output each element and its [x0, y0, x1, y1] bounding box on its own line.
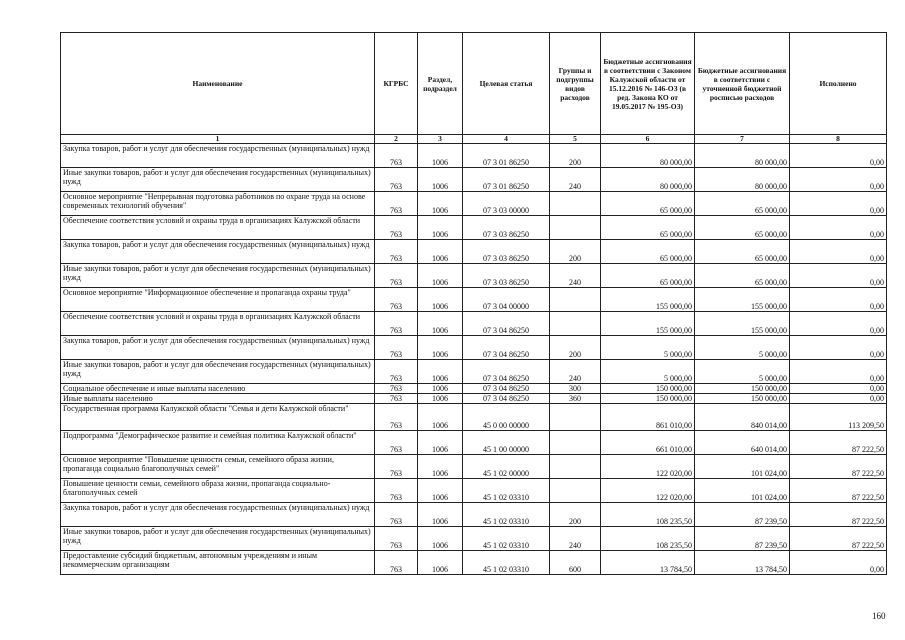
row-assign-refined: 87 239,50: [695, 527, 790, 551]
header-ispolneno: Исполнено: [790, 33, 887, 135]
col-number: 1: [61, 135, 375, 144]
row-target-article: 45 1 02 03310: [463, 503, 550, 527]
row-target-article: 07 3 04 86250: [463, 394, 550, 404]
table-row: [61, 527, 887, 551]
row-executed: 0,00: [790, 264, 887, 288]
row-expense-type: [550, 479, 601, 503]
row-executed: 0,00: [790, 384, 887, 394]
row-assign-refined: 65 000,00: [695, 240, 790, 264]
row-target-article: 07 3 01 86250: [463, 144, 550, 168]
header-name: Наименование: [61, 33, 375, 135]
row-assign-law: 80 000,00: [601, 144, 695, 168]
row-expense-type: [550, 431, 601, 455]
table-row: [61, 360, 887, 384]
row-assign-law: 150 000,00: [601, 384, 695, 394]
row-target-article: 45 0 00 00000: [463, 404, 550, 431]
row-kgrbs: 763: [375, 288, 418, 312]
row-kgrbs: 763: [375, 144, 418, 168]
row-kgrbs: 763: [375, 192, 418, 216]
table-body: [61, 144, 887, 575]
row-name: Иные выплаты населению: [61, 394, 375, 404]
row-kgrbs: 763: [375, 336, 418, 360]
page-number: 160: [872, 611, 886, 621]
row-razdel: 1006: [418, 168, 463, 192]
row-expense-type: [550, 404, 601, 431]
row-assign-refined: 155 000,00: [695, 288, 790, 312]
row-razdel: 1006: [418, 503, 463, 527]
row-assign-law: 108 235,50: [601, 527, 695, 551]
row-target-article: 07 3 03 86250: [463, 264, 550, 288]
row-target-article: 45 1 02 03310: [463, 527, 550, 551]
row-name: Государственная программа Калужской области "Семья и дети Калужской области": [61, 404, 375, 431]
table-row: [61, 144, 887, 168]
row-expense-type: [550, 216, 601, 240]
row-name: Обеспечение соответствия условий и охраны труда в организациях Калужской области: [61, 312, 375, 336]
row-assign-law: 13 784,50: [601, 551, 695, 575]
row-assign-refined: 840 014,00: [695, 404, 790, 431]
row-target-article: 45 1 02 03310: [463, 479, 550, 503]
row-executed: 113 209,50: [790, 404, 887, 431]
row-razdel: 1006: [418, 240, 463, 264]
row-expense-type: 200: [550, 336, 601, 360]
row-name: Предоставление субсидий бюджетным, автономным учреждениям и иным некоммерческим организациям: [61, 551, 375, 575]
row-expense-type: 300: [550, 384, 601, 394]
row-razdel: 1006: [418, 404, 463, 431]
row-executed: 87 222,50: [790, 527, 887, 551]
col-number: 2: [375, 135, 418, 144]
row-assign-law: 65 000,00: [601, 192, 695, 216]
table-row: [61, 551, 887, 575]
row-target-article: 07 3 03 86250: [463, 240, 550, 264]
table-row: [61, 312, 887, 336]
row-expense-type: [550, 192, 601, 216]
row-assign-refined: 65 000,00: [695, 216, 790, 240]
row-expense-type: 200: [550, 503, 601, 527]
row-assign-law: 108 235,50: [601, 503, 695, 527]
row-executed: 87 222,50: [790, 503, 887, 527]
table-row: [61, 431, 887, 455]
row-assign-refined: 640 014,00: [695, 431, 790, 455]
header-celevaya: Целевая статья: [463, 33, 550, 135]
row-kgrbs: 763: [375, 455, 418, 479]
table-row: [61, 503, 887, 527]
row-kgrbs: 763: [375, 527, 418, 551]
row-name: Подпрограмма "Демографическое развитие и семейная политика Калужской области": [61, 431, 375, 455]
row-assign-refined: 5 000,00: [695, 336, 790, 360]
row-razdel: 1006: [418, 384, 463, 394]
header-assign-law: Бюджетные ассигнования в соответствии с Законом Калужской области от 15.12.2016 № 146-ОЗ (в ред. Закона КО от 19.05.2017 № 195-ОЗ): [601, 33, 695, 135]
row-assign-refined: 5 000,00: [695, 360, 790, 384]
row-razdel: 1006: [418, 312, 463, 336]
row-kgrbs: 763: [375, 240, 418, 264]
row-assign-law: 155 000,00: [601, 312, 695, 336]
row-name: Основное мероприятие "Повышение ценности семьи, семейного образа жизни, пропаганда социально благополучных семей": [61, 455, 375, 479]
row-executed: 87 222,50: [790, 455, 887, 479]
table-row: [61, 216, 887, 240]
row-razdel: 1006: [418, 336, 463, 360]
row-executed: 0,00: [790, 288, 887, 312]
row-name: Иные закупки товаров, работ и услуг для обеспечения государственных (муниципальных) нужд: [61, 168, 375, 192]
table-row: [61, 404, 887, 431]
row-name: Основное мероприятие "Информационное обеспечение и пропаганда охраны труда": [61, 288, 375, 312]
row-name: Закупка товаров, работ и услуг для обеспечения государственных (муниципальных) нужд: [61, 240, 375, 264]
row-kgrbs: 763: [375, 312, 418, 336]
table-row: [61, 192, 887, 216]
row-expense-type: 600: [550, 551, 601, 575]
table-row: [61, 264, 887, 288]
row-razdel: 1006: [418, 551, 463, 575]
row-razdel: 1006: [418, 431, 463, 455]
row-executed: 0,00: [790, 240, 887, 264]
row-kgrbs: 763: [375, 384, 418, 394]
row-razdel: 1006: [418, 192, 463, 216]
row-executed: 0,00: [790, 168, 887, 192]
row-assign-refined: 13 784,50: [695, 551, 790, 575]
row-expense-type: 240: [550, 360, 601, 384]
row-target-article: 07 3 03 00000: [463, 192, 550, 216]
row-executed: 0,00: [790, 551, 887, 575]
row-expense-type: [550, 455, 601, 479]
row-target-article: 07 3 04 86250: [463, 312, 550, 336]
col-number: 3: [418, 135, 463, 144]
table-row: [61, 240, 887, 264]
table-row: [61, 479, 887, 503]
row-assign-law: 122 020,00: [601, 479, 695, 503]
row-target-article: 07 3 04 86250: [463, 360, 550, 384]
row-expense-type: 200: [550, 240, 601, 264]
row-razdel: 1006: [418, 360, 463, 384]
row-assign-law: 661 010,00: [601, 431, 695, 455]
row-name: Иные закупки товаров, работ и услуг для обеспечения государственных (муниципальных) нужд: [61, 360, 375, 384]
header-gruppy: Группы и подгруппы видов расходов: [550, 33, 601, 135]
row-target-article: 45 1 00 00000: [463, 431, 550, 455]
row-name: Социальное обеспечение и иные выплаты населению: [61, 384, 375, 394]
col-number: 4: [463, 135, 550, 144]
row-name: Иные закупки товаров, работ и услуг для обеспечения государственных (муниципальных) нужд: [61, 264, 375, 288]
table-row: [61, 455, 887, 479]
row-name: Повышение ценности семьи, семейного образа жизни, пропаганда социально-благополучных семей: [61, 479, 375, 503]
row-assign-refined: 101 024,00: [695, 455, 790, 479]
row-assign-refined: 155 000,00: [695, 312, 790, 336]
row-assign-refined: 80 000,00: [695, 144, 790, 168]
row-executed: 0,00: [790, 394, 887, 404]
row-assign-law: 150 000,00: [601, 394, 695, 404]
row-executed: 0,00: [790, 312, 887, 336]
row-expense-type: 240: [550, 527, 601, 551]
col-number: 5: [550, 135, 601, 144]
row-kgrbs: 763: [375, 216, 418, 240]
row-razdel: 1006: [418, 527, 463, 551]
row-kgrbs: 763: [375, 264, 418, 288]
row-razdel: 1006: [418, 144, 463, 168]
row-name: Закупка товаров, работ и услуг для обеспечения государственных (муниципальных) нужд: [61, 144, 375, 168]
row-assign-law: 80 000,00: [601, 168, 695, 192]
row-kgrbs: 763: [375, 168, 418, 192]
row-expense-type: 200: [550, 144, 601, 168]
row-target-article: 07 3 01 86250: [463, 168, 550, 192]
header-kgrbs: КГРБС: [375, 33, 418, 135]
col-number: 8: [790, 135, 887, 144]
column-number-row: [61, 135, 887, 144]
row-target-article: 07 3 04 86250: [463, 384, 550, 394]
row-razdel: 1006: [418, 216, 463, 240]
row-assign-law: 5 000,00: [601, 336, 695, 360]
row-expense-type: 240: [550, 168, 601, 192]
col-number: 7: [695, 135, 790, 144]
row-assign-law: 5 000,00: [601, 360, 695, 384]
row-razdel: 1006: [418, 394, 463, 404]
row-kgrbs: 763: [375, 479, 418, 503]
budget-table-sheet: [60, 32, 886, 575]
table-row: [61, 336, 887, 360]
col-number: 6: [601, 135, 695, 144]
row-kgrbs: 763: [375, 394, 418, 404]
row-kgrbs: 763: [375, 360, 418, 384]
row-assign-refined: 65 000,00: [695, 264, 790, 288]
row-expense-type: [550, 312, 601, 336]
row-name: Иные закупки товаров, работ и услуг для обеспечения государственных (муниципальных) нужд: [61, 527, 375, 551]
row-executed: 0,00: [790, 360, 887, 384]
table-row: [61, 394, 887, 404]
row-name: Закупка товаров, работ и услуг для обеспечения государственных (муниципальных) нужд: [61, 503, 375, 527]
row-expense-type: [550, 288, 601, 312]
row-executed: 0,00: [790, 192, 887, 216]
table-header-row: [61, 33, 887, 135]
row-kgrbs: 763: [375, 503, 418, 527]
row-assign-law: 122 020,00: [601, 455, 695, 479]
row-razdel: 1006: [418, 288, 463, 312]
header-razdel: Раздел, подраздел: [418, 33, 463, 135]
row-executed: 0,00: [790, 336, 887, 360]
row-executed: 0,00: [790, 216, 887, 240]
row-assign-refined: 150 000,00: [695, 384, 790, 394]
row-kgrbs: 763: [375, 431, 418, 455]
row-kgrbs: 763: [375, 551, 418, 575]
row-expense-type: 360: [550, 394, 601, 404]
row-target-article: 07 3 04 86250: [463, 336, 550, 360]
row-assign-law: 65 000,00: [601, 216, 695, 240]
budget-table: [60, 32, 887, 575]
row-assign-refined: 80 000,00: [695, 168, 790, 192]
table-row: [61, 288, 887, 312]
row-razdel: 1006: [418, 479, 463, 503]
row-assign-refined: 65 000,00: [695, 192, 790, 216]
row-assign-refined: 87 239,50: [695, 503, 790, 527]
row-assign-law: 65 000,00: [601, 240, 695, 264]
table-row: [61, 384, 887, 394]
header-assign-refined: Бюджетные ассигнования в соответствии с уточненной бюджетной росписью расходов: [695, 33, 790, 135]
table-row: [61, 168, 887, 192]
row-assign-law: 155 000,00: [601, 288, 695, 312]
row-target-article: 45 1 02 00000: [463, 455, 550, 479]
row-assign-refined: 150 000,00: [695, 394, 790, 404]
row-assign-refined: 101 024,00: [695, 479, 790, 503]
row-target-article: 07 3 03 86250: [463, 216, 550, 240]
row-kgrbs: 763: [375, 404, 418, 431]
row-name: Обеспечение соответствия условий и охраны труда в организациях Калужской области: [61, 216, 375, 240]
row-assign-law: 65 000,00: [601, 264, 695, 288]
row-name: Основное мероприятие "Непрерывная подготовка работников по охране труда на основе современных технологий обучения": [61, 192, 375, 216]
row-target-article: 45 1 02 03310: [463, 551, 550, 575]
row-executed: 87 222,50: [790, 431, 887, 455]
row-executed: 87 222,50: [790, 479, 887, 503]
row-name: Закупка товаров, работ и услуг для обеспечения государственных (муниципальных) нужд: [61, 336, 375, 360]
row-target-article: 07 3 04 00000: [463, 288, 550, 312]
row-razdel: 1006: [418, 264, 463, 288]
row-expense-type: 240: [550, 264, 601, 288]
row-razdel: 1006: [418, 455, 463, 479]
row-assign-law: 861 010,00: [601, 404, 695, 431]
row-executed: 0,00: [790, 144, 887, 168]
